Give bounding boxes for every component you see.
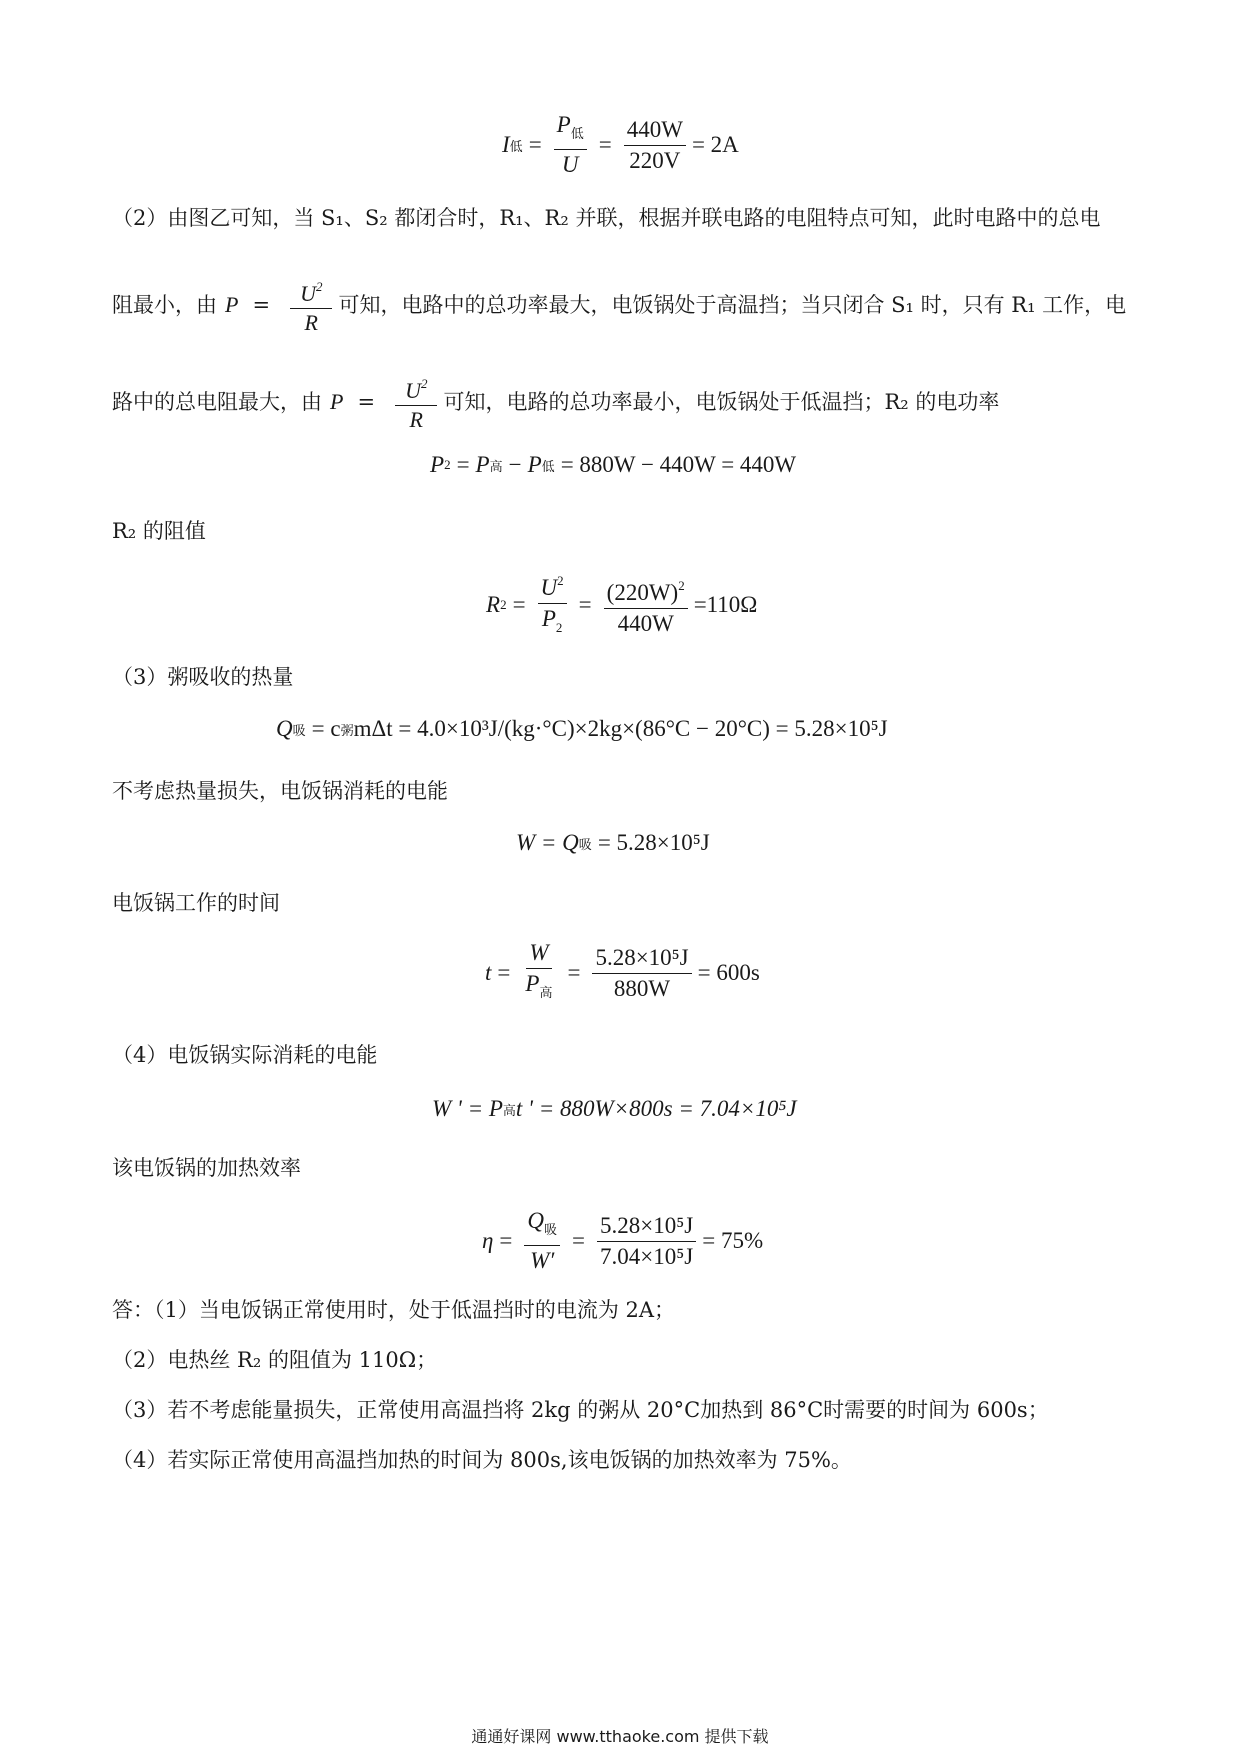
- eq-subscript: 2: [444, 457, 451, 472]
- eq-result: = 5.28×10⁵J: [597, 830, 710, 855]
- label-heating-efficiency: 该电饭锅的加热效率: [112, 1156, 301, 1180]
- eq-symbol: η: [482, 1228, 494, 1253]
- fraction-u2-over-r: $\frac{U^2}{R}$: [290, 275, 332, 335]
- eq-denominator: 7.04×10⁵J: [600, 1243, 694, 1269]
- eq-symbol: t: [485, 960, 492, 985]
- eq-subscript: 粥: [340, 722, 354, 738]
- fraction: [554, 112, 587, 178]
- eq-result: mΔt = 4.0×10³J/(kg·°C)×2kg×(86°C − 20°C) = 5.28×10⁵J: [353, 716, 888, 741]
- eq-symbol: P: [475, 452, 490, 477]
- text-span: 可知，电路中的总功率最大，电饭锅处于高温挡；当只闭合 S₁ 时，只有 R₁ 工作，电: [338, 293, 1127, 317]
- eq-symbol: P: [525, 971, 540, 996]
- eq-numerator: (220W): [606, 579, 679, 605]
- paragraph-4: （4）电饭锅实际消耗的电能: [112, 1043, 378, 1067]
- fraction: $\frac{U^2}{P_2}$: [538, 568, 567, 641]
- fraction: [597, 1213, 696, 1270]
- fraction: [592, 945, 691, 1002]
- eq-result: =110Ω: [693, 591, 758, 617]
- equation-p2: P 2 = P 高 − P 低 = 880W − 440W = 440W: [430, 452, 797, 477]
- equation-efficiency: η = $\frac{Q_吸}{W'}$ = $\frac{\text{5.28×10⁵J}}{\text{7.04×10⁵J}}$ = 75%: [482, 1208, 764, 1273]
- eq-symbol: R: [486, 591, 501, 617]
- eq-denominator: 880W: [613, 975, 671, 1001]
- eq-symbol: Q: [276, 716, 293, 741]
- answer-line-2: （2）电热丝 R₂ 的阻值为 110Ω；: [112, 1348, 438, 1372]
- eq-symbol: P: [541, 606, 556, 631]
- label-r2-resistance: R₂ 的阻值: [112, 519, 206, 543]
- equation-low-current: I 低 = $\frac{P_低}{U}$ = $\frac{440W}{220V}$ = 2A: [502, 112, 739, 177]
- eq-subscript: 低: [570, 126, 584, 141]
- label-working-time: 电饭锅工作的时间: [112, 891, 280, 915]
- fraction: [524, 1208, 560, 1274]
- eq-subscript: 2: [555, 620, 563, 635]
- answer-line-4: （4）若实际正常使用高温挡加热的时间为 800s,该电饭锅的加热效率为 75%。: [112, 1448, 852, 1472]
- answer-line-1: 答：（1）当电饭锅正常使用时，处于低温挡时的电流为 2A；: [112, 1298, 676, 1322]
- eq-subscript: 低: [509, 138, 523, 154]
- eq-numerator: 5.28×10⁵J: [597, 1213, 696, 1242]
- eq-subscript: 2: [500, 596, 507, 612]
- equation-w: [516, 830, 710, 856]
- text-span: 阻最小，由: [112, 293, 217, 317]
- eq-symbol: P: [527, 452, 542, 477]
- eq-denominator: 220V: [629, 147, 681, 173]
- eq-symbol: W′: [530, 1248, 555, 1273]
- eq-subscript: 高: [502, 1102, 516, 1118]
- fraction: [624, 117, 686, 174]
- equation-heat-absorbed: [276, 716, 888, 742]
- eq-subscript: 吸: [292, 722, 306, 738]
- equation-actual-energy: [432, 1096, 797, 1122]
- eq-result: = 880W − 440W = 440W: [560, 452, 797, 477]
- paragraph-2-line-3: 路中的总电阻最大，由 P = $\frac{U^2}{R}$ 可知，电路的总功率最小，电饭锅处于低温挡；R₂ 的电功率: [112, 372, 999, 432]
- answer-line-3: （3）若不考虑能量损失，正常使用高温挡将 2kg 的粥从 20°C加热到 86°C时需要的时间为 600s；: [112, 1398, 1049, 1422]
- eq-symbol: I: [502, 132, 510, 157]
- eq-subscript: 吸: [578, 836, 592, 852]
- eq-symbol: P: [556, 112, 571, 137]
- equation-r2: R 2 = $\frac{U^2}{P_2}$ = $\frac{(220W)^2}{440W}$ =110Ω: [486, 568, 757, 641]
- text-span: 可知，电路的总功率最小，电饭锅处于低温挡；R₂ 的电功率: [443, 390, 1000, 414]
- paragraph-2-line-1: （2）由图乙可知，当 S₁、S₂ 都闭合时，R₁、R₂ 并联，根据并联电路的电阻特点可知，此时电路中的总电: [112, 206, 1101, 230]
- eq-symbol: U: [540, 575, 558, 600]
- eq-symbol: U: [561, 152, 579, 177]
- paragraph-2-line-2: 阻最小，由 P = $\frac{U^2}{R}$ 可知，电路中的总功率最大，电饭锅处于高温挡；当只闭合 S₁ 时，只有 R₁ 工作，电: [112, 275, 1126, 335]
- eq-symbol: P: [430, 452, 445, 477]
- eq-denominator: 440W: [617, 610, 674, 636]
- page-footer: 通通好课网 www.tthaoke.com 提供下载: [471, 1727, 769, 1746]
- eq-numerator: 5.28×10⁵J: [592, 945, 691, 974]
- eq-symbol: = c: [311, 716, 341, 741]
- eq-numerator: 440W: [624, 117, 686, 146]
- eq-result: = 600s: [697, 960, 760, 985]
- fraction: $\frac{(220W)^2}{440W}$: [604, 573, 688, 637]
- eq-subscript: 高: [489, 458, 503, 474]
- text-span: 路中的总电阻最大，由: [112, 390, 322, 414]
- eq-symbol: W = Q: [516, 830, 579, 855]
- fraction: [522, 940, 555, 1006]
- equation-time: t = $\frac{W}{P_高}$ = $\frac{\text{5.28×10⁵J}}{880W}$ = 600s: [485, 940, 760, 1006]
- eq-result: = 2A: [691, 132, 739, 157]
- eq-symbol: W ' = P: [432, 1096, 503, 1121]
- paragraph-3: （3）粥吸收的热量: [112, 665, 294, 689]
- eq-subscript: 吸: [544, 1222, 558, 1237]
- eq-subscript: 高: [539, 985, 553, 1000]
- eq-symbol: Q: [527, 1208, 545, 1233]
- eq-result: t ' = 880W×800s = 7.04×10⁵J: [515, 1096, 797, 1121]
- fraction-u2-over-r: $\frac{U^2}{R}$: [395, 372, 437, 432]
- label-energy-consumed: 不考虑热量损失，电饭锅消耗的电能: [112, 779, 448, 803]
- eq-subscript: 低: [541, 458, 555, 474]
- eq-symbol: W: [526, 940, 551, 969]
- eq-result: = 75%: [702, 1228, 764, 1253]
